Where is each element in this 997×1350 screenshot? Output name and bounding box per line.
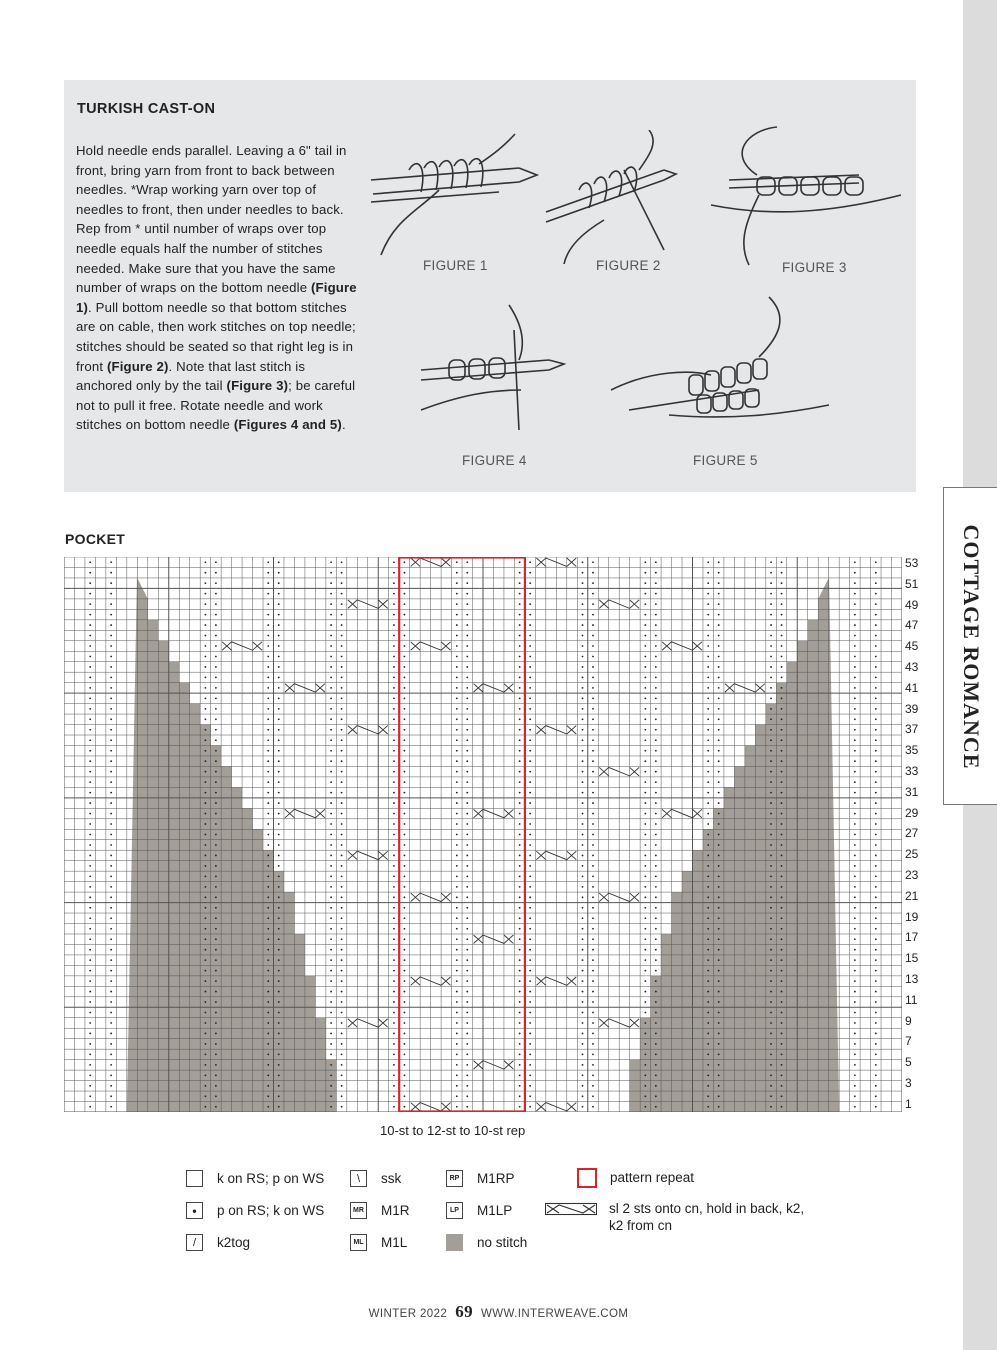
section-tab-label: COTTAGE ROMANCE [959,524,984,770]
legend-label: k on RS; p on WS [217,1171,325,1186]
figure-reference: (Figure 1) [76,280,357,315]
row-number: 41 [905,680,919,695]
purl-dot-icon: • [186,1202,203,1219]
row-number: 49 [905,597,919,612]
m1rp-icon: RP [446,1170,463,1187]
m1r-icon: MR [350,1202,367,1219]
k2tog-icon: / [186,1234,203,1251]
legend-label: M1R [381,1203,410,1218]
row-number: 37 [905,722,919,737]
figure-5-illustration [609,295,839,440]
legend-cable [545,1200,809,1234]
chart-grid [64,557,902,1112]
figure-1-illustration [369,130,544,260]
legend-k2tog [186,1234,250,1251]
row-number: 29 [905,805,919,820]
figure-reference: (Figure 2) [106,358,169,374]
row-number: 19 [905,909,919,924]
legend-label: pattern repeat [610,1170,695,1185]
row-number: 7 [905,1034,912,1049]
box-body: Hold needle ends parallel. Leaving a 6" tail in front, bring yarn from front to back between needles. *Wrap working yarn over top of needles to front, then under needles to back. Rep from * until number of wraps over top needle equals half the number of stitches needed. Make sure that you have the same number of wraps on the bottom needle (Figure 1). Pull bottom needle so that bottom stitches are on cable, then work stitches on top needle; stitches should be seated so that right leg is in front (Figure 2). Note that last stitch is anchored only by the tail (Figure 3); be careful not to pull it free. Rotate needle and work stitches on bottom needle (Figures 4 and 5). [76,143,357,433]
page-number: 69 [455,1302,474,1321]
section-tab [943,487,997,805]
row-number: 21 [905,888,919,903]
row-number: 47 [905,618,919,633]
row-number: 27 [905,826,919,841]
legend-m1lp [446,1202,512,1219]
figure-2-label: FIGURE 2 [596,258,661,273]
row-number: 33 [905,764,919,778]
ssk-icon: \ [350,1170,367,1187]
row-number: 39 [905,701,919,716]
legend-label: no stitch [477,1235,528,1250]
row-number: 53 [905,556,919,570]
row-number: 25 [905,847,919,862]
figure-2-illustration [544,130,714,265]
legend-pattern-repeat [577,1168,694,1188]
issue-label: WINTER 2022 [368,1308,448,1320]
legend-m1r [350,1202,410,1219]
legend-label: M1L [381,1235,408,1250]
row-number: 35 [905,743,919,758]
row-number: 1 [905,1096,912,1111]
legend-label: ssk [381,1171,402,1186]
row-number: 45 [905,639,919,654]
figure-5-label: FIGURE 5 [693,453,758,468]
m1l-icon: ML [350,1234,367,1251]
no-stitch-swatch [446,1234,463,1251]
legend-label: p on RS; k on WS [217,1203,325,1218]
row-number: 43 [905,660,919,674]
sidebar-box [64,80,916,492]
knit-symbol [186,1170,203,1187]
legend-label: k2tog [217,1235,251,1250]
row-number: 3 [905,1076,912,1090]
row-number: 9 [905,1013,912,1028]
row-number: 17 [905,930,919,945]
legend-knit [186,1170,324,1187]
row-number: 23 [905,868,919,882]
m1lp-icon: LP [446,1202,463,1219]
website-url: WWW.INTERWEAVE.COM [481,1308,629,1320]
legend-label: M1LP [477,1203,513,1218]
row-number: 31 [905,784,919,799]
legend-label: M1RP [477,1171,515,1186]
page-footer [0,1302,997,1322]
row-number: 5 [905,1055,912,1070]
legend-no-stitch [446,1234,527,1251]
row-number: 51 [905,576,919,591]
cable-icon [545,1200,597,1218]
figure-3-label: FIGURE 3 [782,260,847,275]
legend-m1l [350,1234,407,1251]
figure-4-label: FIGURE 4 [462,453,527,468]
box-title: TURKISH CAST-ON [77,101,216,117]
figure-reference: (Figure 3) [226,378,289,394]
row-number: 11 [905,992,918,1007]
legend-label: sl 2 sts onto cn, hold in back, k2, k2 from cn [609,1201,805,1233]
repeat-caption: 10-st to 12-st to 10-st rep [380,1123,526,1138]
legend-ssk [350,1170,401,1187]
pattern-repeat-swatch [577,1168,597,1188]
figure-1-label: FIGURE 1 [423,258,488,273]
figure-reference: (Figures 4 and 5) [233,417,342,433]
row-number: 15 [905,951,919,966]
chart-title: POCKET [65,531,126,547]
figure-3-illustration [709,125,909,270]
knitting-chart [64,557,902,1112]
figure-4-illustration [419,300,594,440]
legend-purl [186,1202,324,1219]
row-number: 13 [905,972,919,986]
legend-m1rp [446,1170,515,1187]
